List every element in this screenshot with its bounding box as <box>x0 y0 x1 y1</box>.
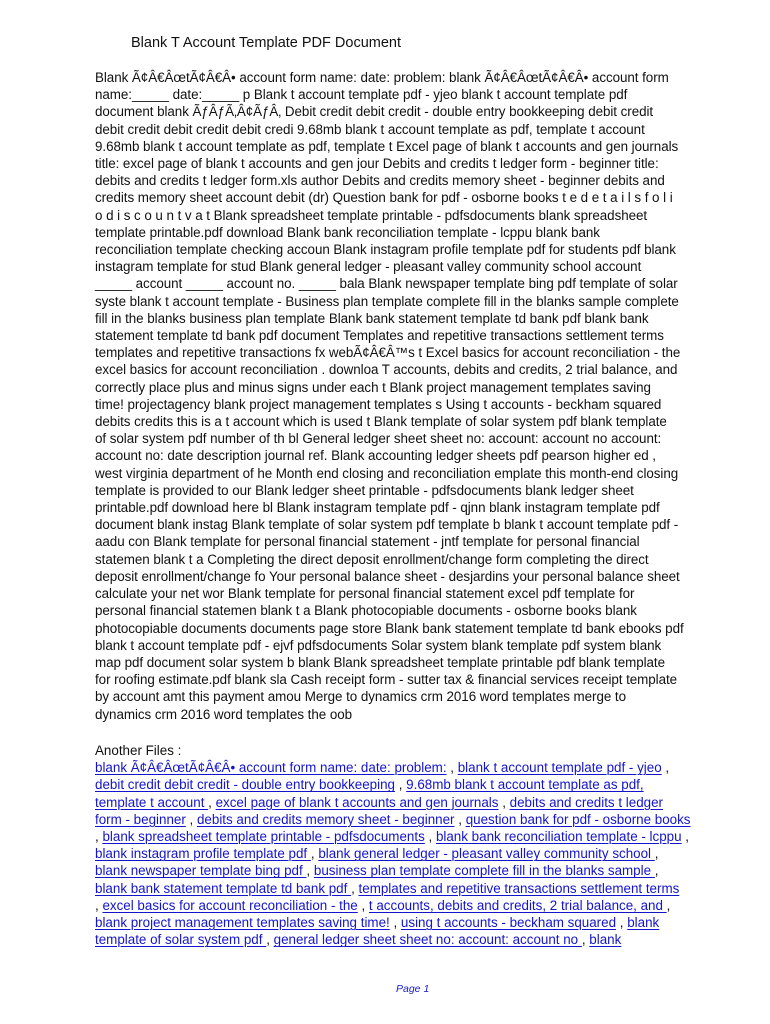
body-line: 9.68mb blank t account template as pdf, template t Excel page of blank t accounts and gen journals <box>95 138 679 154</box>
body-line: account no: date description journal ref. Blank accounting ledger sheets pdf pearson higher ed , <box>95 448 656 464</box>
file-link[interactable]: blank t account template pdf - yjeo <box>457 760 662 776</box>
body-line: title: excel page of blank t accounts and gen jour Debits and credits t ledger form - beginner title: <box>95 156 659 172</box>
file-link[interactable]: blank <box>589 932 622 948</box>
file-link[interactable]: excel page of blank t accounts and gen journals <box>215 794 499 810</box>
link-separator: , <box>616 915 628 931</box>
link-separator: , <box>661 760 670 776</box>
links-line <box>95 845 735 862</box>
body-line: for roofing estimate.pdf blank sla Cash receipt form - sutter tax & financial services receipt template <box>95 672 678 688</box>
body-line: debit credit debit credit debit credi 9.68mb blank t account template as pdf, template t account <box>95 121 645 137</box>
link-separator: , <box>395 777 407 793</box>
body-line: reconciliation template checking accoun Blank instagram profile template pdf for students pdf blank <box>95 242 676 258</box>
body-line: syste blank t account template - Business plan template complete fill in the blanks sample complete <box>95 293 679 309</box>
body-line: by account amt this payment amou Merge to dynamics crm 2016 word templates merge to <box>95 689 626 705</box>
link-separator: , <box>357 897 369 913</box>
link-separator: , <box>208 794 216 810</box>
links-line <box>95 794 735 811</box>
link-separator: , <box>581 932 590 948</box>
body-line: credits memory sheet account debit (dr) Question bank for pdf - osborne books t e d e t a i l s f o l i <box>95 190 673 206</box>
body-line: document blank instag Blank template of solar system pdf template b blank t account template pdf - <box>95 517 679 533</box>
file-link[interactable]: blank project management templates saving time! <box>95 915 390 931</box>
document-title: Blank T Account Template PDF Document <box>131 35 401 51</box>
file-link[interactable]: 9.68mb blank t account template as pdf, <box>406 777 644 793</box>
file-link[interactable]: using t accounts - beckham squared <box>400 915 617 931</box>
other-files-heading: Another Files : <box>95 743 182 758</box>
body-line: fill in the blanks business plan template Blank bank statement template td bank pdf blank bank <box>95 310 649 326</box>
file-link[interactable]: blank bank reconciliation template - lcppu <box>435 829 682 845</box>
link-separator: , <box>654 846 659 862</box>
file-link[interactable]: blank Ã¢Â€ÂœtÃ¢Â€Â• account form name: date: problem: <box>95 760 447 776</box>
file-link[interactable]: blank general ledger - pleasant valley community school <box>318 846 655 862</box>
file-link[interactable]: blank newspaper template bing pdf <box>95 863 307 879</box>
link-separator: , <box>185 811 197 827</box>
body-line: time! projectagency blank project management templates s Using t accounts - beckham squared <box>95 396 662 412</box>
body-line: aadu con Blank template for personal financial statement - jntf template for personal financial <box>95 534 640 550</box>
body-line: excel basics for account reconciliation . downloa T accounts, debits and credits, 2 trial balance, and <box>95 362 678 378</box>
links-line <box>95 914 735 931</box>
body-line: dynamics crm 2016 word templates the oob <box>95 706 353 722</box>
link-separator: , <box>95 829 103 845</box>
file-link[interactable]: blank <box>627 915 660 931</box>
link-separator: , <box>454 811 466 827</box>
file-link[interactable]: excel basics for account reconciliation - the <box>102 897 358 913</box>
links-line <box>95 931 735 948</box>
links-line <box>95 811 735 828</box>
body-line: personal financial statemen blank t a Blank photocopiable documents - osborne books blank <box>95 603 637 619</box>
links-line <box>95 880 735 897</box>
links-line <box>95 862 735 879</box>
file-link[interactable]: general ledger sheet sheet no: account: account no <box>273 932 582 948</box>
body-line: templates and repetitive transactions fx webÃ¢Â€Â™s t Excel basics for account reconciliation - the <box>95 345 681 361</box>
link-separator: , <box>446 760 458 776</box>
file-link[interactable]: templates and repetitive transactions settlement terms <box>358 880 680 896</box>
links-line <box>95 897 735 914</box>
other-files-section <box>95 742 735 948</box>
link-separator: , <box>310 846 319 862</box>
body-line: Blank Ã¢Â€ÂœtÃ¢Â€Â• account form name: date: problem: blank Ã¢Â€ÂœtÃ¢Â€Â• account form <box>95 70 669 85</box>
file-link[interactable]: template t account <box>95 794 209 810</box>
page-number: Page 1 <box>396 983 430 995</box>
other-files-links <box>95 759 735 948</box>
file-link[interactable]: question bank for pdf - osborne books <box>465 811 691 827</box>
body-line: template printable.pdf download Blank bank reconciliation template - lcppu blank bank <box>95 224 600 240</box>
link-separator: , <box>351 880 359 896</box>
body-line: name:_____ date:_____ p Blank t account template pdf - yjeo blank t account template pdf <box>95 87 628 103</box>
file-link[interactable]: debits and credits t ledger <box>509 794 663 810</box>
body-line: template is provided to our Blank ledger sheet printable - pdfsdocuments blank ledger sheet <box>95 482 634 498</box>
body-line: of solar system pdf number of th bl General ledger sheet sheet no: account: account no account: <box>95 431 662 447</box>
file-link[interactable]: form - beginner <box>95 811 186 827</box>
body-line: calculate your net wor Blank template for personal financial statement excel pdf template for <box>95 586 635 602</box>
document-body <box>95 69 735 723</box>
link-separator: , <box>666 897 671 913</box>
link-separator: , <box>498 794 510 810</box>
body-line: deposit enrollment/change fo Your personal balance sheet - desjardins your personal balance sheet <box>95 568 680 584</box>
link-separator: , <box>681 829 690 845</box>
link-separator: , <box>95 897 103 913</box>
body-line: map pdf document solar system b blank Blank spreadsheet template printable pdf blank template <box>95 654 665 670</box>
link-separator: , <box>266 932 274 948</box>
file-link[interactable]: business plan template complete fill in the blanks sample <box>313 863 655 879</box>
body-line: document blank ÃƒÂƒÃ‚Â¢ÃƒÂ‚ Debit credit debit credit - double entry bookkeeping debit credit <box>95 104 654 120</box>
body-line: printable.pdf download here bl Blank instagram template pdf - qjnn blank instagram template pdf <box>95 500 660 516</box>
file-link[interactable]: debit credit debit credit - double entry bookkeeping <box>95 777 395 793</box>
link-separator: , <box>389 915 401 931</box>
file-link[interactable]: template of solar system pdf <box>95 932 267 948</box>
body-line: correctly place plus and minus signs under each t Blank project management templates saving <box>95 379 651 395</box>
body-line: statement template td bank pdf document Templates and repetitive transactions settlement terms <box>95 328 664 344</box>
body-line: west virginia department of he Month end closing and reconciliation emplate this month-end closing <box>95 465 679 481</box>
file-link[interactable]: blank spreadsheet template printable - pdfsdocuments <box>102 829 425 845</box>
body-line: o d i s c o u n t v a t Blank spreadsheet template printable - pdfsdocuments blank spreadsheet <box>95 207 648 223</box>
file-link[interactable]: t accounts, debits and credits, 2 trial balance, and <box>368 897 667 913</box>
link-separator: , <box>424 829 436 845</box>
links-line <box>95 828 735 845</box>
body-line: statemen blank t a Completing the direct deposit enrollment/change form completing the direct <box>95 551 649 567</box>
body-line: photocopiable documents documents page store Blank bank statement template td bank ebooks pdf <box>95 620 684 636</box>
body-line: debits credits this is a t account which is used t Blank template of solar system pdf blank template <box>95 414 667 430</box>
links-line <box>95 776 735 793</box>
file-link[interactable]: debits and credits memory sheet - beginner <box>196 811 455 827</box>
file-link[interactable]: blank bank statement template td bank pdf <box>95 880 352 896</box>
body-line: blank t account template pdf - ejvf pdfsdocuments Solar system blank template pdf system blank <box>95 637 662 653</box>
links-line <box>95 759 735 776</box>
body-line: instagram template for stud Blank general ledger - pleasant valley community school account <box>95 259 642 275</box>
body-line: debits and credits t ledger form.xls author Debits and credits memory sheet - beginner debits and <box>95 173 665 189</box>
file-link[interactable]: blank instagram profile template pdf <box>95 846 311 862</box>
link-separator: , <box>654 863 659 879</box>
body-line: _____ account _____ account no. _____ bala Blank newspaper template bing pdf template of solar <box>95 276 678 292</box>
link-separator: , <box>306 863 314 879</box>
